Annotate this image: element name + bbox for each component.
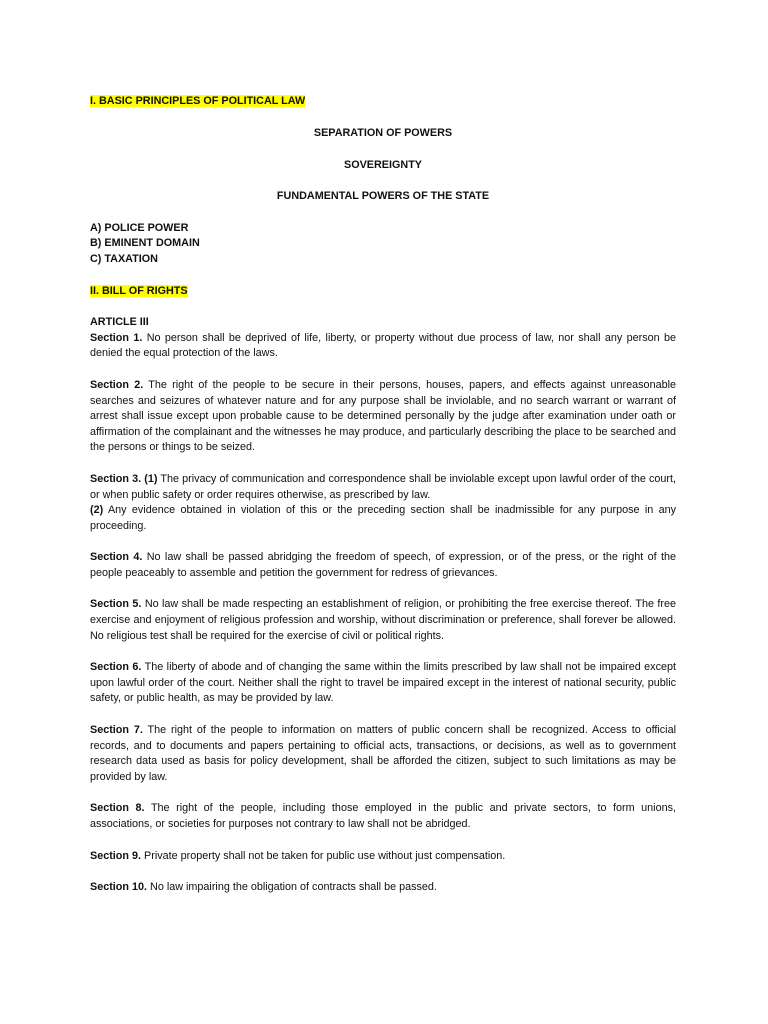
clause-label: (1)	[144, 472, 158, 485]
heading-bill-of-rights-text: II. BILL OF RIGHTS	[90, 284, 188, 297]
section-3	[90, 472, 676, 534]
section-text: No law shall be passed abridging the freedom of speech, of expression, or of the press, or the right of the people peaceably to assemble and petition the government for redress of grievances.	[90, 551, 676, 579]
heading-basic-principles	[90, 94, 676, 110]
heading-fundamental-powers: FUNDAMENTAL POWERS OF THE STATE	[276, 190, 490, 203]
section-2	[90, 378, 676, 456]
section-5	[90, 597, 676, 644]
section-label: Section 2.	[90, 378, 144, 391]
article-heading: ARTICLE III	[90, 316, 149, 329]
section-label: Section 1.	[90, 331, 143, 344]
section-label: Section 6.	[90, 661, 142, 674]
section-10	[90, 880, 676, 896]
section-1	[90, 331, 676, 362]
heading-bill-of-rights	[90, 284, 676, 300]
section-text: No person shall be deprived of life, liberty, or property without due process of law, nor shall any person be denied the equal protection of the laws.	[90, 331, 676, 360]
heading-sovereignty: SOVEREIGNTY	[344, 158, 422, 171]
section-text: No law shall be made respecting an establishment of religion, or prohibiting the free exercise thereof. The free exercise and enjoyment of religious profession and worship, without discrimination or preference, shall forever be allowed. No religious test shall be required for the exercise of civil or political rights.	[90, 598, 676, 642]
power-item-police: A) POLICE POWER	[90, 221, 189, 234]
clause-text: The privacy of communication and correspondence shall be inviolable except upon lawful order of the court, or when public safety or order requires otherwise, as prescribed by law.	[90, 472, 676, 501]
document-body	[90, 94, 676, 896]
section-text: The liberty of abode and of changing the same within the limits prescribed by law shall not be impaired except upon lawful order of the court. Neither shall the right to travel be impaired except in the interest of national security, public safety, or public health, as may be provided by law.	[90, 661, 676, 705]
clause-label: (2)	[90, 504, 104, 517]
section-text: The right of the people, including those employed in the public and private sectors, to form unions, associations, or societies for purposes not contrary to law shall not be abridged.	[90, 802, 676, 830]
section-text: The right of the people to be secure in their persons, houses, papers, and effects against unreasonable searches and seizures of whatever nature and for any purpose shall be inviolable, and no search warrant or warrant of arrest shall issue except upon probable cause to be determined personally by the judge after examination under oath or affirmation of the complainant and the witnesses he may produce, and particularly describing the place to be searched and the persons or things to be seized.	[90, 378, 676, 454]
section-8	[90, 801, 676, 832]
section-label: Section 10.	[90, 881, 148, 894]
powers-list	[90, 221, 676, 268]
section-label: Section 9.	[90, 849, 142, 862]
section-3-clause-2	[90, 503, 676, 534]
power-item-taxation: C) TAXATION	[90, 252, 158, 265]
section-text: Private property shall not be taken for public use without just compensation.	[144, 849, 506, 862]
section-label: Section 8.	[90, 802, 145, 815]
section-label: Section 7.	[90, 724, 143, 737]
section-label: Section 4.	[90, 551, 143, 564]
section-text: The right of the people to information on matters of public concern shall be recognized. Access to official records, and to documents and papers pertaining to official acts, transactions, or decisions, as well as to government research data used as basis for policy development, shall be afforded the citizen, subject to such limitations as may be provided by law.	[90, 724, 676, 783]
clause-text: Any evidence obtained in violation of this or the preceding section shall be inadmissible for any purpose in any proceeding.	[90, 504, 676, 532]
section-label: Section 3.	[90, 472, 142, 485]
power-item-eminent-domain: B) EMINENT DOMAIN	[90, 237, 200, 250]
section-6	[90, 660, 676, 707]
section-7	[90, 723, 676, 785]
section-label: Section 5.	[90, 598, 142, 611]
section-3-clause-1	[90, 472, 676, 503]
heading-basic-principles-text: I. BASIC PRINCIPLES OF POLITICAL LAW	[90, 95, 306, 107]
section-text: No law impairing the obligation of contracts shall be passed.	[150, 881, 437, 894]
heading-separation-of-powers: SEPARATION OF POWERS	[313, 127, 453, 139]
section-4	[90, 550, 676, 581]
section-9	[90, 849, 676, 865]
